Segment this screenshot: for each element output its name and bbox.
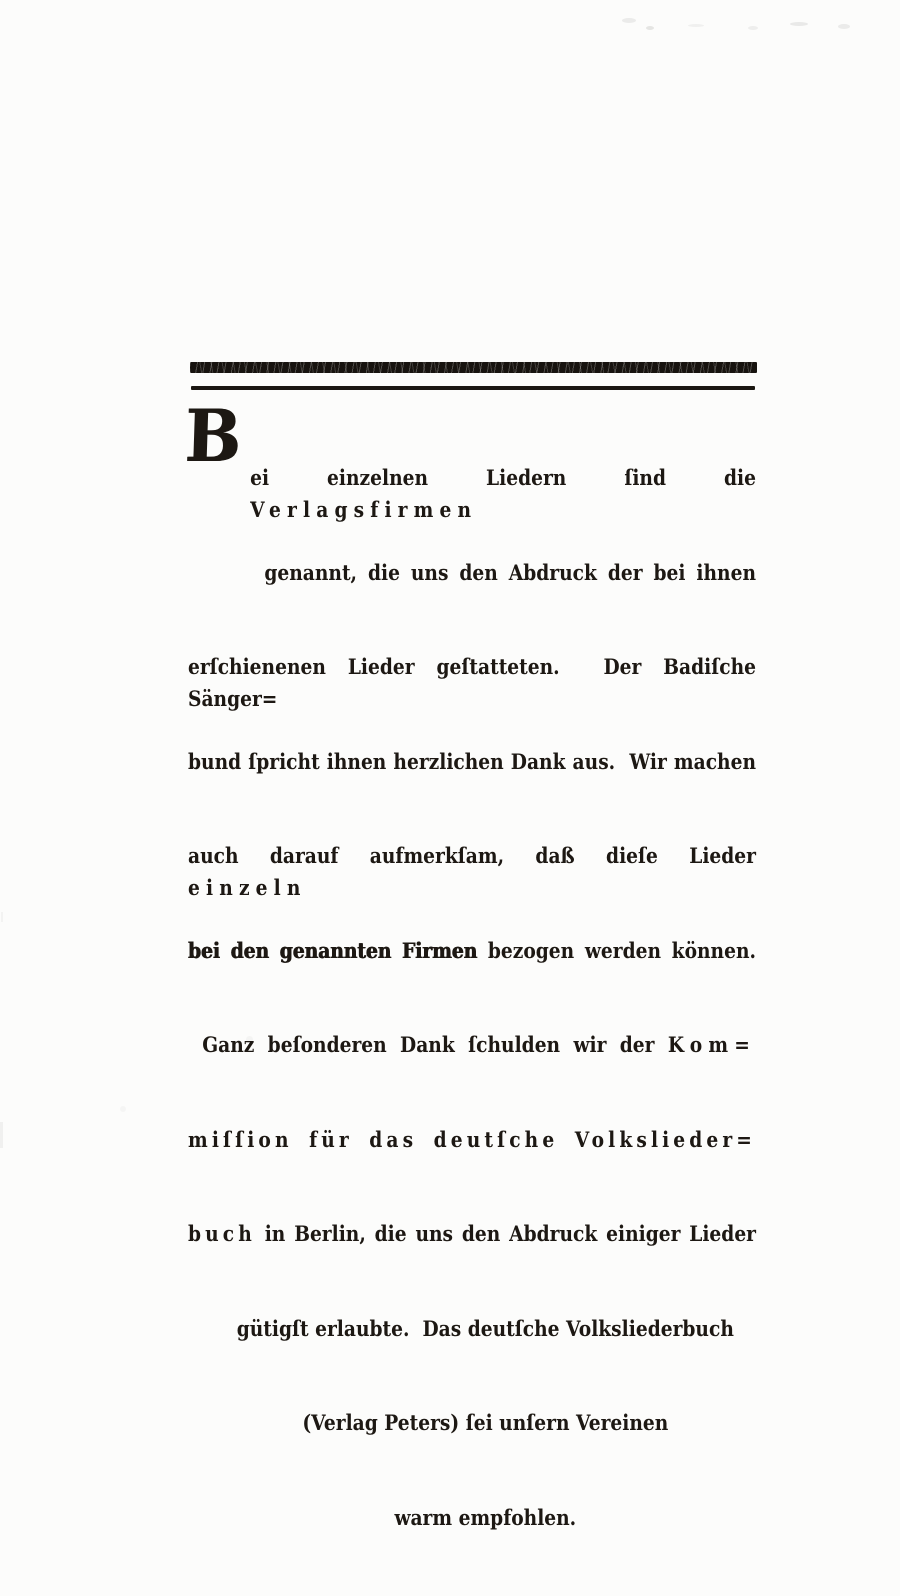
text-line-5: [188, 840, 763, 900]
scan-artifact: [120, 1106, 126, 1112]
text-line-6: [188, 935, 756, 967]
text-line-7: [188, 1029, 756, 1061]
scan-artifact: [688, 24, 704, 27]
text-line-3: erſchienenen Lieder geſtatteten. Der Badiſche Sänger=: [188, 654, 763, 711]
text-line-10: gütigſt erlaubte. Das deutſche Volksliederbuch: [236, 1315, 734, 1341]
text-segment: Ganz beſonderen Dank ſchulden wir der: [202, 1032, 668, 1057]
text-line-4: bund ſpricht ihnen herzlichen Dank aus. Wir machen: [188, 748, 756, 774]
scan-artifact: [622, 18, 636, 23]
drop-cap-initial: B: [183, 393, 243, 478]
letterspaced-word: Verlagsfirmen: [250, 496, 478, 522]
text-line-8: miſſion für das deutſche Volkslieder=: [188, 1126, 756, 1152]
ornamental-rule-thin: [191, 386, 755, 390]
text-line-2: genannt, die uns den Abdruck der bei ihnen: [264, 559, 756, 585]
text-segment: bezogen werden können.: [477, 937, 756, 963]
bold-phrase: bei den genannten Firmen: [188, 937, 478, 963]
text-segment: in Berlin, die uns den Abdruck einiger Lieder: [255, 1221, 756, 1246]
scan-artifact: [646, 26, 654, 30]
letterspaced-word: Kom=: [667, 1032, 756, 1057]
letterspaced-word: buch: [188, 1221, 256, 1246]
text-segment: ei einzelnen Liedern ſind die: [250, 465, 763, 490]
scan-artifact: [748, 26, 758, 30]
scan-artifact: [1, 912, 3, 922]
text-line-11: (Verlag Peters) ſei unſern Vereinen: [302, 1410, 669, 1435]
text-segment: auch darauf aufmerkſam, daß dieſe Lieder: [188, 843, 763, 868]
text-line-9: [188, 1218, 756, 1250]
scan-artifact: [0, 1122, 3, 1148]
scan-artifact: [838, 24, 850, 29]
paragraph-block: [188, 399, 763, 1596]
letterspaced-word: einzeln: [188, 874, 307, 900]
text-line-12: warm empfohlen.: [394, 1504, 577, 1530]
ornamental-rule-thick: [190, 362, 757, 373]
scan-artifact: [790, 22, 808, 26]
text-line-1: [188, 462, 763, 522]
